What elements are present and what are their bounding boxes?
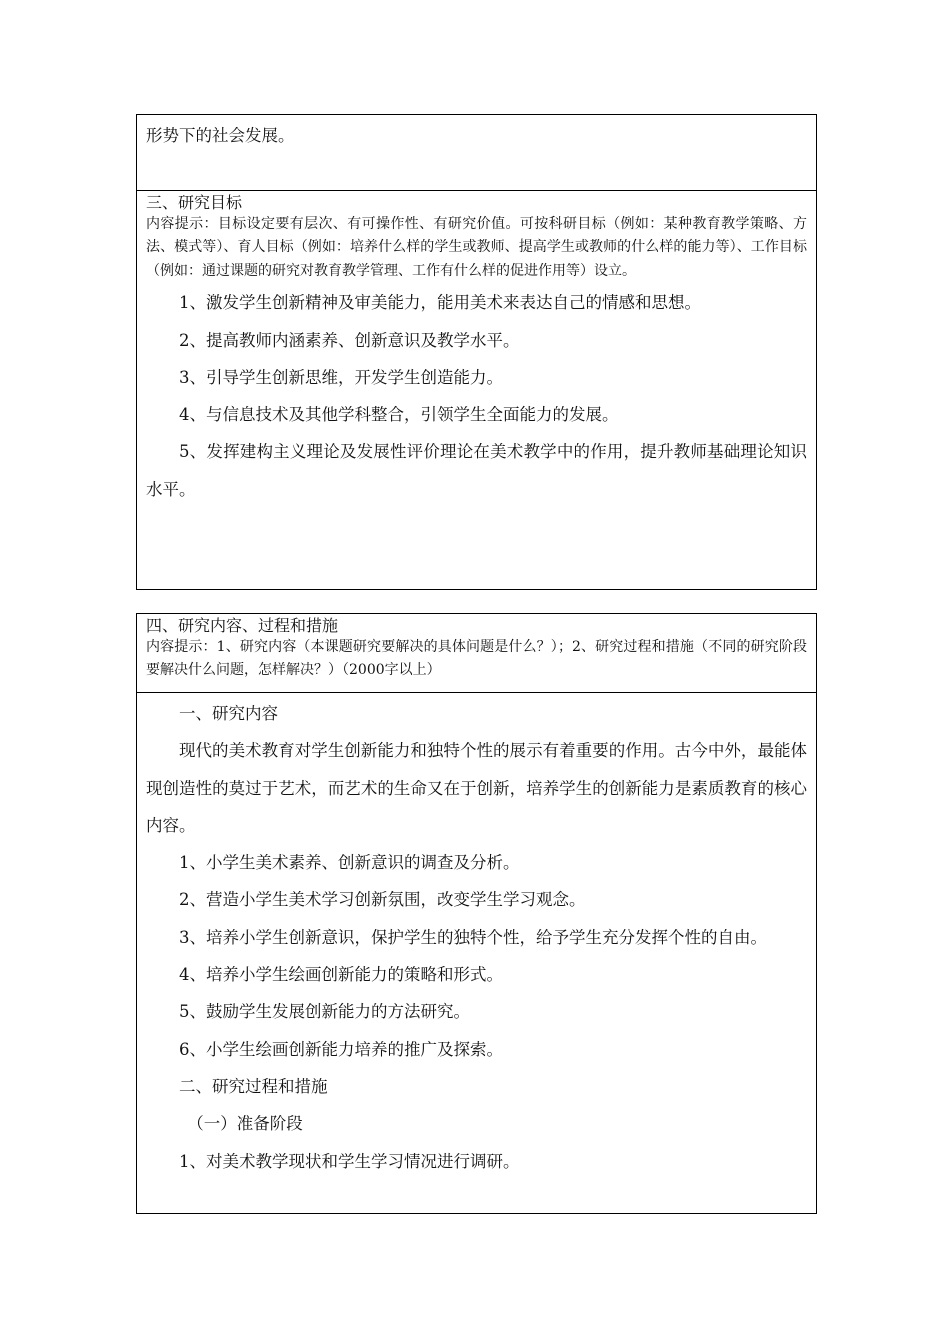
content-item: 3、培养小学生创新意识，保护学生的独特个性，给予学生充分发挥个性的自由。 xyxy=(179,927,767,947)
section-title-research-goals: 三、研究目标 xyxy=(146,193,243,212)
section4-header-cell xyxy=(137,616,816,692)
goal-item: 3、引导学生创新思维，开发学生创造能力。 xyxy=(179,367,503,387)
subheading-preparation-stage: （一）准备阶段 xyxy=(187,1114,303,1134)
goal-item: 1、激发学生创新精神及审美能力，能用美术来表达自己的情感和思想。 xyxy=(179,293,701,313)
content-hint-content: 内容提示：1、研究内容（本课题研究要解决的具体问题是什么？）；2、研究过程和措施（不同的研究阶段要解决什么问题，怎样解决？）（2000字以上） xyxy=(146,639,807,679)
paragraph-intro: 现代的美术教育对学生创新能力和独特个性的展示有着重要的作用。古今中外，最能体现创造性的莫过于艺术，而艺术的生命又在于创新，培养学生的创新能力是素质教育的核心内容。 xyxy=(146,741,807,835)
section4-body-cell xyxy=(137,692,816,1215)
content-item: 6、小学生绘画创新能力培养的推广及探索。 xyxy=(179,1039,503,1059)
goals-list xyxy=(146,284,807,508)
form-table-top xyxy=(136,114,817,590)
subheading-process-measures: 二、研究过程和措施 xyxy=(179,1076,328,1096)
goal-item: 2、提高教师内涵素养、创新意识及教学水平。 xyxy=(179,330,520,350)
form-table-bottom xyxy=(136,613,817,1214)
goal-item: 5、发挥建构主义理论及发展性评价理论在美术教学中的作用，提升教师基础理论知识水平。 xyxy=(146,442,807,499)
section-title-research-content: 四、研究内容、过程和措施 xyxy=(146,616,339,635)
research-goals-cell xyxy=(137,190,816,589)
continuation-text: 形势下的社会发展。 xyxy=(146,126,295,145)
content-item: 5、鼓励学生发展创新能力的方法研究。 xyxy=(179,1002,470,1022)
content-item: 4、培养小学生绘画创新能力的策略和形式。 xyxy=(179,965,503,985)
content-item: 1、小学生美术素养、创新意识的调查及分析。 xyxy=(179,853,520,873)
content-hint-goals: 内容提示：目标设定要有层次、有可操作性、有研究价值。可按科研目标（例如：某种教育教学策略、方法、模式等）、育人目标（例如：培养什么样的学生或教师、提高学生或教师的什么样的能力等）、工作目标（例如：通过课题的研究对教育教学管理、工作有什么样的促进作用等）设立。 xyxy=(146,216,807,279)
content-item: 2、营造小学生美术学习创新氛围，改变学生学习观念。 xyxy=(179,890,586,910)
continuation-cell xyxy=(137,115,816,190)
subheading-research-content: 一、研究内容 xyxy=(179,704,278,723)
content-item: 1、对美术教学现状和学生学习情况进行调研。 xyxy=(179,1151,520,1171)
goal-item: 4、与信息技术及其他学科整合，引领学生全面能力的发展。 xyxy=(179,405,619,425)
